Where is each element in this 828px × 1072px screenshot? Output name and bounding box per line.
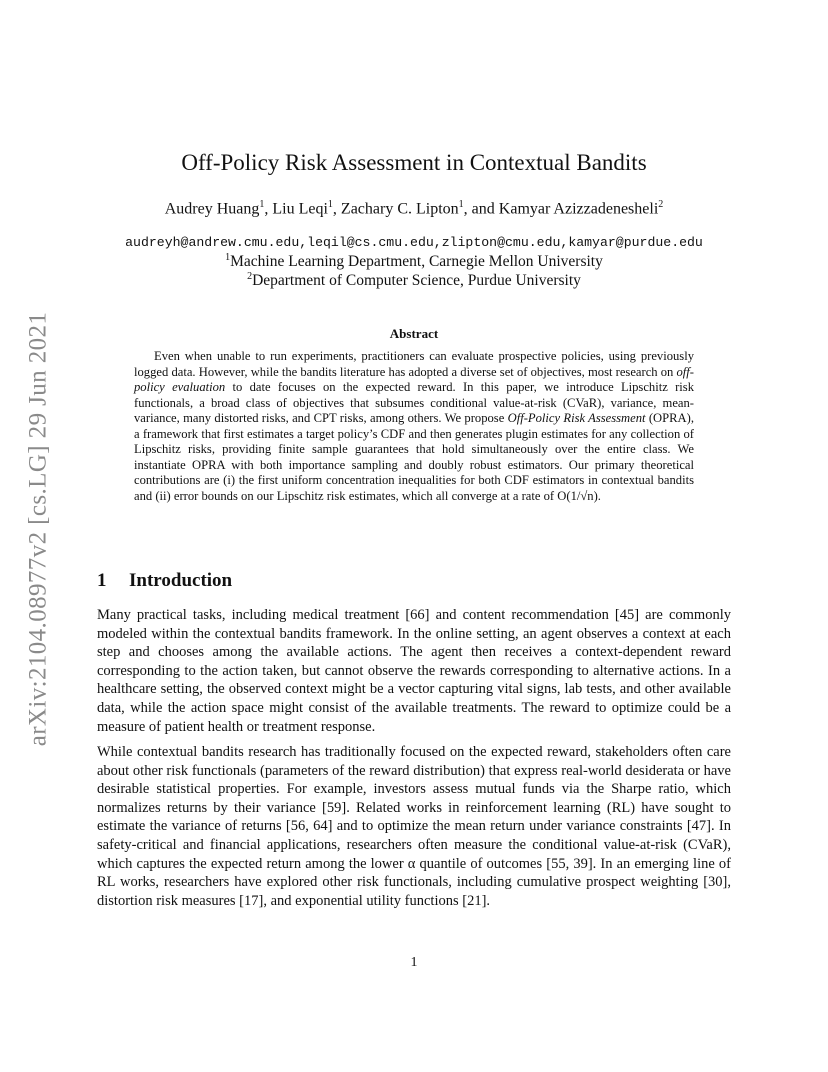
author-name: Liu Leqi [272, 200, 328, 218]
section-heading [97, 570, 232, 592]
abstract-heading: Abstract [389, 326, 439, 341]
author-emails: audreyh@andrew.cmu.edu,leqil@cs.cmu.edu,zlipton@cmu.edu,kamyar@purdue.edu [125, 235, 703, 250]
page-number: 1 [410, 955, 418, 970]
emphasis: Off-Policy Risk Assessment [507, 411, 646, 425]
affiliation: $^2$Department of Computer Science, Purdue University [247, 271, 581, 290]
body-paragraph: While contextual bandits research has traditionally focused on the expected reward, stakeholders often care about other risk functionals (parameters of the reward distribution) that express real-world desiderata or have desirable statistical properties. For example, investors assess mutual funds via the Sharpe ratio, which normalizes returns by their variance [59]. Related works in reinforcement learning (RL) have sought to estimate the variance of returns [56, 64] and to optimize the mean return under variance constraints [47]. In safety-critical and financial applications, researchers often measure the conditional value-at-risk (CVaR), which captures the expected return among the lower α quantile of outcomes [55, 39]. In an emerging line of RL works, researchers have explored other risk functionals, including cumulative prospect weighting [30], distortion risk measures [17], and exponential utility functions [21]. [97, 744, 731, 909]
arxiv-identifier[interactable]: arXiv:2104.08977v2 [cs.LG] 29 Jun 2021 [24, 311, 52, 747]
section-title: Introduction [129, 570, 233, 591]
math-rate: O(1/√n) [557, 488, 598, 503]
author-name: Zachary C. Lipton [340, 200, 459, 218]
section-number: 1 [97, 570, 107, 591]
author-name: Audrey Huang [164, 200, 260, 218]
author-name: Kamyar Azizzadenesheli [498, 200, 659, 218]
body-paragraph: Many practical tasks, including medical treatment [66] and content recommendation [45] are commonly modeled within the contextual bandits framework. In the online setting, an agent observes a context at each step and chooses among the available actions. The agent then receives a context-dependent reward corresponding to the action taken, but cannot observe the rewards corresponding to alternative actions. In a healthcare setting, the observed context might be a vector capturing vital signs, lab tests, and other available data, while the action space might consist of the available treatments. The reward to optimize could be a measure of patient health or treatment response. [97, 607, 731, 735]
arxiv-stamp [18, 294, 58, 764]
emphasis: off-policy evaluation [134, 364, 694, 394]
paper-title: Off-Policy Risk Assessment in Contextual Bandits [181, 150, 647, 175]
abstract-body: Even when unable to run experiments, practitioners can evaluate prospective policies, using previously logged data. However, while the bandits literature has adopted a diverse set of objectives, most research on off-policy evaluation to date focuses on the expected reward. In this paper, we introduce Lipschitz risk functionals, a broad class of objectives that subsumes conditional value-at-risk (CVaR), variance, mean-variance, many distorted risks, and CPT risks, among others. We propose Off-Policy Risk Assessment (OPRA), a framework that first estimates a target policy’s CDF and then generates plugin estimates for any collection of Lipschitz risks, providing finite sample guarantees that hold simultaneously over the entire class. We instantiate OPRA with both importance sampling and doubly robust estimators. Our primary theoretical contributions are (i) the first uniform concentration inequalities for both CDF estimators in contextual bandits and (ii) error bounds on our Lipschitz risk estimates, which all converge at a rate of O(1/√n). [134, 349, 694, 503]
affiliation: $^1$Machine Learning Department, Carnegie Mellon University [225, 252, 603, 271]
author-list: Audrey Huang$^1$, Liu Leqi$^1$, Zachary C. Lipton$^1$, and Kamyar Azizzadenesheli$^2$ [164, 199, 664, 218]
